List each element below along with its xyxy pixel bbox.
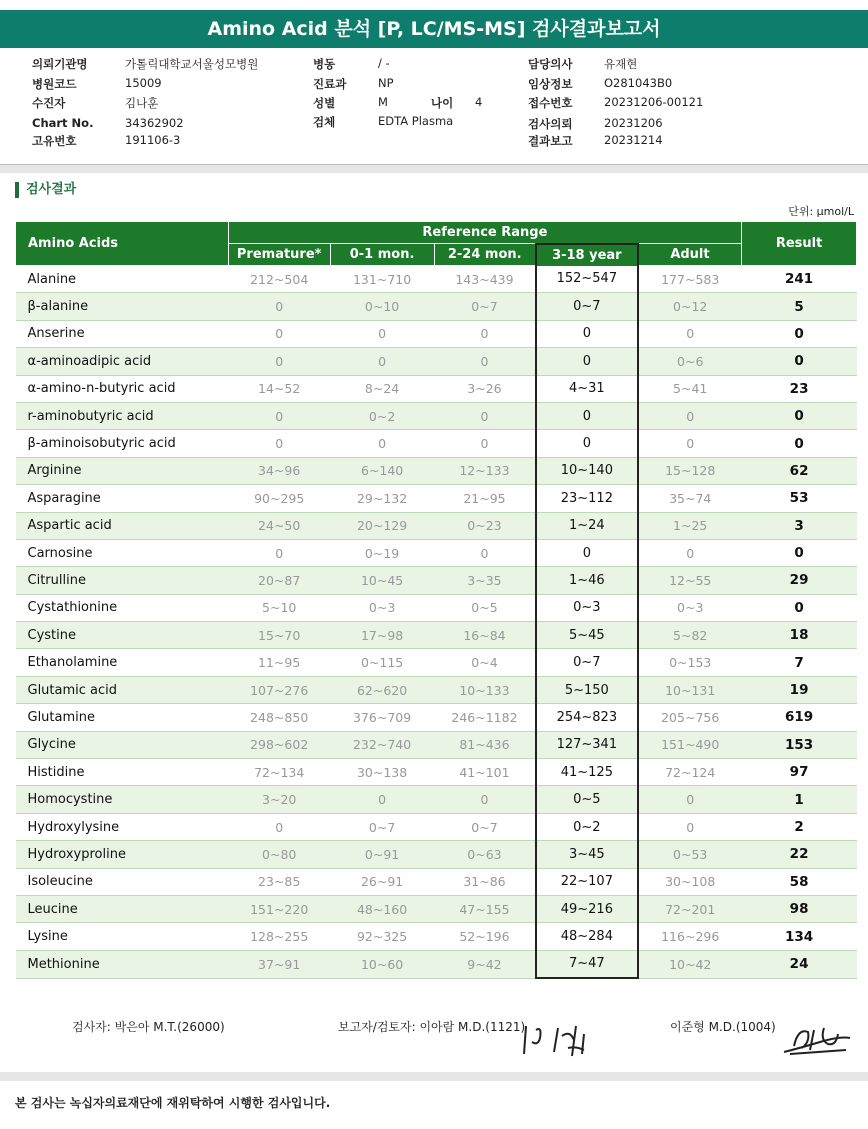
premature-range: 0 [228,293,330,320]
report-title: Amino Acid 분석 [P, LC/MS-MS] 검사결과보고서 [0,10,868,48]
result-value: 1 [742,786,857,813]
result-value: 0 [742,402,857,429]
y318-range: 0~7 [536,649,638,676]
adult-range: 0~6 [638,348,742,375]
premature-range: 0 [228,539,330,566]
unique-value: 191106-3 [125,133,181,147]
table-row [16,512,857,539]
m224-range: 47~155 [434,895,536,922]
m01-range: 10~45 [330,567,434,594]
m224-range: 0 [434,786,536,813]
m01-header: 0-1 mon. [330,244,434,266]
y318-range: 7~47 [536,950,638,978]
table-row [16,649,857,676]
y318-range: 48~284 [536,923,638,950]
table-row [16,950,857,978]
result-value: 0 [742,320,857,347]
amino-acid-name: r-aminobutyric acid [16,402,229,429]
age-label: 나이 [431,96,454,110]
table-row [16,704,857,731]
table-row [16,676,857,703]
table-row [16,813,857,840]
result-value: 58 [742,868,857,895]
y318-range: 254~823 [536,704,638,731]
amino-acid-name: Asparagine [16,485,229,512]
result-value: 7 [742,649,857,676]
result-header: Result [742,222,857,266]
m224-header: 2-24 mon. [434,244,536,266]
adult-range: 0 [638,813,742,840]
m01-range: 8~24 [330,375,434,402]
table-row [16,567,857,594]
reviewer-signature-text: 보고자/검토자: 이아람 M.D.(1121) [338,1020,526,1034]
amino-acid-name: Methionine [16,950,229,978]
amino-acid-name: Alanine [16,266,229,293]
m224-range: 143~439 [434,266,536,293]
doctor2-signature [780,1018,854,1058]
age-value: 4 [475,95,483,109]
doctor2-signature-text: 이준형 M.D.(1004) [670,1020,776,1034]
patient-label: 수진자 [32,96,66,110]
m224-range: 3~26 [434,375,536,402]
m224-range: 0~7 [434,293,536,320]
unique-label: 고유번호 [32,134,77,148]
y318-range: 1~24 [536,512,638,539]
m01-range: 0~3 [330,594,434,621]
table-row [16,731,857,758]
clinical-label: 임상정보 [528,77,573,91]
adult-range: 1~25 [638,512,742,539]
y318-range: 0~7 [536,293,638,320]
m224-range: 31~86 [434,868,536,895]
amino-acid-name: Homocystine [16,786,229,813]
receipt-value: 20231206-00121 [604,95,704,109]
table-row [16,622,857,649]
m224-range: 21~95 [434,485,536,512]
m01-range: 10~60 [330,950,434,978]
adult-range: 0 [638,402,742,429]
patient-value: 김나훈 [125,96,159,110]
patient-info [0,52,868,160]
amino-acid-name: Citrulline [16,567,229,594]
y318-range: 0 [536,402,638,429]
unit-label: 단위: μmol/L [788,205,854,218]
amino-acid-name: Isoleucine [16,868,229,895]
m224-range: 3~35 [434,567,536,594]
table-row [16,375,857,402]
premature-range: 23~85 [228,868,330,895]
adult-range: 15~128 [638,457,742,484]
clinical-value: O281043B0 [604,76,673,90]
doctor-value: 유재현 [604,57,638,71]
result-value: 62 [742,457,857,484]
adult-range: 72~124 [638,759,742,786]
m01-range: 48~160 [330,895,434,922]
result-value: 2 [742,813,857,840]
result-value: 134 [742,923,857,950]
table-row [16,594,857,621]
amino-acid-name: β-aminoisobutyric acid [16,430,229,457]
m01-range: 6~140 [330,457,434,484]
m224-range: 41~101 [434,759,536,786]
result-value: 18 [742,622,857,649]
doctor-label: 담당의사 [528,57,573,71]
reference-range-header: Reference Range [228,222,741,244]
amino-acid-name: Glutamine [16,704,229,731]
adult-range: 0 [638,786,742,813]
amino-acid-name: Histidine [16,759,229,786]
footer-note: 본 검사는 녹십자의료재단에 재위탁하여 시행한 검사입니다. [15,1096,331,1110]
premature-range: 0 [228,813,330,840]
adult-range: 151~490 [638,731,742,758]
m01-range: 26~91 [330,868,434,895]
m01-range: 0~115 [330,649,434,676]
premature-range: 298~602 [228,731,330,758]
y318-range: 0 [536,348,638,375]
premature-range: 3~20 [228,786,330,813]
m224-range: 0 [434,430,536,457]
m224-range: 81~436 [434,731,536,758]
premature-range: 20~87 [228,567,330,594]
premature-range: 212~504 [228,266,330,293]
adult-range: 30~108 [638,868,742,895]
hospital-code-value: 15009 [125,76,162,90]
m01-range: 0 [330,786,434,813]
amino-acid-name: Cystathionine [16,594,229,621]
m224-range: 52~196 [434,923,536,950]
premature-range: 0~80 [228,841,330,868]
adult-range: 0 [638,320,742,347]
result-value: 97 [742,759,857,786]
m01-range: 92~325 [330,923,434,950]
adult-range: 72~201 [638,895,742,922]
premature-range: 34~96 [228,457,330,484]
amino-acid-name: α-aminoadipic acid [16,348,229,375]
m01-range: 131~710 [330,266,434,293]
result-value: 29 [742,567,857,594]
result-value: 98 [742,895,857,922]
y318-range: 0~2 [536,813,638,840]
table-row [16,895,857,922]
specimen-value: EDTA Plasma [378,114,454,128]
m01-range: 0 [330,320,434,347]
table-row [16,786,857,813]
y318-range: 0~3 [536,594,638,621]
result-value: 23 [742,375,857,402]
amino-acid-name: Glycine [16,731,229,758]
amino-acid-name: Aspartic acid [16,512,229,539]
ward-label: 병동 [313,57,336,71]
table-row [16,539,857,566]
request-value: 20231206 [604,116,663,130]
m01-range: 0~19 [330,539,434,566]
adult-range: 0~53 [638,841,742,868]
y318-range: 0 [536,539,638,566]
y318-header: 3-18 year [536,244,638,266]
m224-range: 0~23 [434,512,536,539]
y318-range: 0 [536,430,638,457]
grey-band-top [0,165,868,173]
premature-range: 151~220 [228,895,330,922]
m224-range: 246~1182 [434,704,536,731]
m224-range: 0 [434,539,536,566]
premature-range: 14~52 [228,375,330,402]
m01-range: 29~132 [330,485,434,512]
m224-range: 0 [434,402,536,429]
m224-range: 0~4 [434,649,536,676]
table-row [16,402,857,429]
amino-acid-name: Ethanolamine [16,649,229,676]
adult-range: 10~131 [638,676,742,703]
amino-acid-name: Hydroxylysine [16,813,229,840]
result-value: 619 [742,704,857,731]
amino-acids-header: Amino Acids [16,222,229,266]
m01-range: 20~129 [330,512,434,539]
premature-range: 0 [228,348,330,375]
reviewer-signature [518,1016,594,1058]
m224-range: 0 [434,320,536,347]
y318-range: 152~547 [536,266,638,293]
m01-range: 376~709 [330,704,434,731]
premature-range: 15~70 [228,622,330,649]
adult-range: 0 [638,430,742,457]
result-value: 22 [742,841,857,868]
premature-range: 0 [228,430,330,457]
y318-range: 127~341 [536,731,638,758]
table-row [16,430,857,457]
m01-range: 0 [330,348,434,375]
amino-acid-name: Arginine [16,457,229,484]
specimen-label: 검체 [313,115,336,129]
adult-range: 116~296 [638,923,742,950]
adult-range: 0 [638,539,742,566]
table-row [16,348,857,375]
chart-value: 34362902 [125,116,184,130]
adult-range: 0~153 [638,649,742,676]
y318-range: 0 [536,320,638,347]
m224-range: 9~42 [434,950,536,978]
premature-range: 0 [228,320,330,347]
m224-range: 0~5 [434,594,536,621]
m01-range: 0 [330,430,434,457]
report-label: 결과보고 [528,134,573,148]
y318-range: 1~46 [536,567,638,594]
y318-range: 5~150 [536,676,638,703]
y318-range: 41~125 [536,759,638,786]
sex-value: M [378,95,388,109]
m01-range: 17~98 [330,622,434,649]
premature-range: 107~276 [228,676,330,703]
result-value: 3 [742,512,857,539]
examiner-signature-text: 검사자: 박은아 M.T.(26000) [72,1020,225,1034]
adult-range: 35~74 [638,485,742,512]
y318-range: 49~216 [536,895,638,922]
premature-range: 90~295 [228,485,330,512]
amino-acid-name: Carnosine [16,539,229,566]
table-row [16,759,857,786]
y318-range: 4~31 [536,375,638,402]
m01-range: 232~740 [330,731,434,758]
table-row [16,868,857,895]
m01-range: 0~91 [330,841,434,868]
results-table [15,221,857,979]
y318-range: 10~140 [536,457,638,484]
premature-range: 248~850 [228,704,330,731]
m01-range: 0~10 [330,293,434,320]
result-value: 5 [742,293,857,320]
sex-label: 성별 [313,96,336,110]
request-label: 검사의뢰 [528,117,573,131]
y318-range: 23~112 [536,485,638,512]
y318-range: 5~45 [536,622,638,649]
result-value: 0 [742,594,857,621]
adult-range: 0~3 [638,594,742,621]
amino-acid-name: α-amino-n-butyric acid [16,375,229,402]
adult-range: 5~41 [638,375,742,402]
adult-range: 177~583 [638,266,742,293]
institution-value: 가톨릭대학교서울성모병원 [125,57,259,71]
premature-range: 72~134 [228,759,330,786]
adult-range: 0~12 [638,293,742,320]
results-body [16,266,857,979]
hospital-code-label: 병원코드 [32,77,77,91]
m01-range: 62~620 [330,676,434,703]
table-row [16,320,857,347]
result-value: 241 [742,266,857,293]
section-title: 검사결과 [15,182,76,198]
amino-acid-name: Glutamic acid [16,676,229,703]
premature-header: Premature* [228,244,330,266]
m224-range: 16~84 [434,622,536,649]
m224-range: 10~133 [434,676,536,703]
m01-range: 0~7 [330,813,434,840]
table-row [16,457,857,484]
institution-label: 의뢰기관명 [32,57,88,71]
result-value: 19 [742,676,857,703]
y318-range: 3~45 [536,841,638,868]
dept-value: NP [378,76,394,90]
amino-acid-name: Hydroxyproline [16,841,229,868]
report-value: 20231214 [604,133,663,147]
table-row [16,485,857,512]
amino-acid-name: Leucine [16,895,229,922]
m01-range: 30~138 [330,759,434,786]
result-value: 24 [742,950,857,978]
adult-range: 5~82 [638,622,742,649]
amino-acid-name: Anserine [16,320,229,347]
table-row [16,266,857,293]
premature-range: 5~10 [228,594,330,621]
m224-range: 0~63 [434,841,536,868]
m224-range: 0 [434,348,536,375]
m01-range: 0~2 [330,402,434,429]
receipt-label: 접수번호 [528,96,573,110]
y318-range: 22~107 [536,868,638,895]
adult-range: 205~756 [638,704,742,731]
ward-value: / - [378,56,390,70]
result-value: 153 [742,731,857,758]
result-value: 0 [742,430,857,457]
amino-acid-name: β-alanine [16,293,229,320]
result-value: 53 [742,485,857,512]
adult-header: Adult [638,244,742,266]
y318-range: 0~5 [536,786,638,813]
premature-range: 128~255 [228,923,330,950]
premature-range: 11~95 [228,649,330,676]
premature-range: 0 [228,402,330,429]
m224-range: 0~7 [434,813,536,840]
adult-range: 10~42 [638,950,742,978]
table-row [16,841,857,868]
amino-acid-name: Lysine [16,923,229,950]
amino-acid-name: Cystine [16,622,229,649]
dept-label: 진료과 [313,77,347,91]
result-value: 0 [742,348,857,375]
table-row [16,293,857,320]
grey-band-bottom [0,1072,868,1081]
premature-range: 37~91 [228,950,330,978]
chart-label: Chart No. [32,116,94,130]
result-value: 0 [742,539,857,566]
premature-range: 24~50 [228,512,330,539]
table-row [16,923,857,950]
m224-range: 12~133 [434,457,536,484]
adult-range: 12~55 [638,567,742,594]
